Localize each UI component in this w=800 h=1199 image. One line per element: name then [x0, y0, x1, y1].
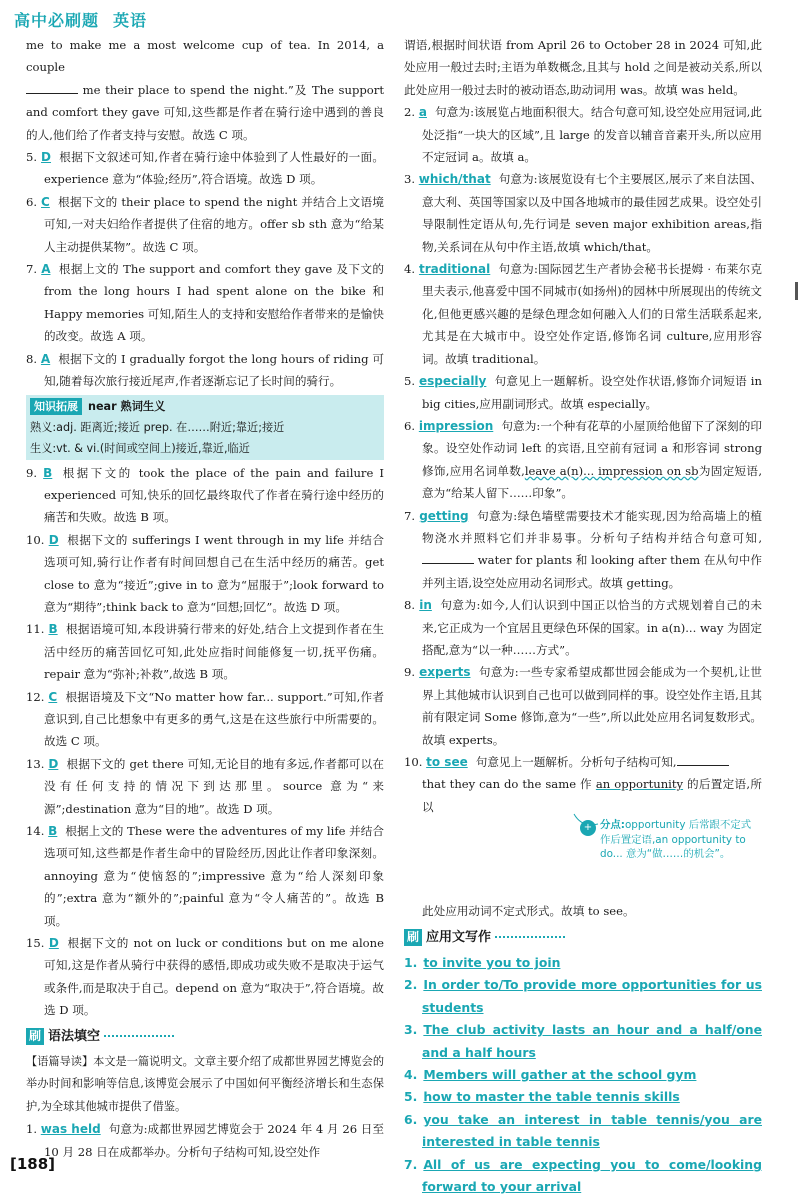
answer-list	[404, 594, 762, 751]
answer-item: 6. impression 句意为:一个种有花草的小屋顶给他留下了深刻的印象。设空处作动词 left 的宾语,且空前有冠词 a 和形容词 strong 修饰,应用名词单数,leave a(n)... impression on sb为固定短语,意为“给某人留下……印象”。	[404, 418, 763, 501]
writing-answer-list	[404, 952, 762, 1198]
item-number: 9.	[404, 665, 416, 680]
answer-key: A	[41, 262, 51, 277]
answer-key: was held	[40, 1122, 101, 1137]
continuation-text: 此处应用动词不定式形式。故填 to see。	[422, 904, 635, 919]
page-header	[14, 8, 147, 31]
item-number: 2.	[404, 105, 416, 120]
writing-answer	[404, 1154, 762, 1199]
answer-key: D	[48, 756, 59, 771]
writing-answer-text: you take an interest in table tennis/you are interested in table tennis	[422, 1111, 762, 1150]
explanation-text: 句意为:一些专家希望成都世园会能成为一个契机,让世界上其他城市认识到自己也可以做到同样的事。设空处作主语,且其前有限定词 Some 修饰,意为“一些”,所以此处应用名词复数形式。故填 experts。	[422, 665, 763, 747]
item-number: 6.	[26, 194, 38, 209]
answer-item	[404, 168, 762, 258]
answer-key: getting	[419, 508, 469, 523]
item-number: 2.	[404, 977, 418, 993]
writing-answer-text: All of us are expecting you to come/looking forward to your arrival	[422, 1156, 762, 1195]
writing-answer	[404, 1109, 762, 1154]
explanation-text: 根据下文的 sufferings I went through in my life 并结合选项可知,骑行让作者有时间回想自己在生活中经历的痛苦。get close to 意为“接近”;give in to 意为“屈服于”;look forward to 意为“期待”;think back to 意为“回想;回忆”。故选 D 项。	[44, 532, 384, 614]
answer-key: a	[418, 105, 427, 120]
answer-item	[26, 820, 384, 932]
answer-item	[26, 529, 384, 619]
item-number: 5.	[404, 374, 416, 389]
book-title: 高中必刷题	[14, 11, 100, 30]
item-number: 13.	[26, 756, 45, 771]
answer-key: B	[48, 622, 58, 637]
explanation-text: 句意为:国际园艺生产者协会秘书长提姆 · 布莱尔克里夫表示,他喜爱中国不同城市(如扬州)的园林中所展现出的传统文化,但他更感兴趣的是绿色理念如何融入人们的日常生活联系起来,尤其是在大城市中。设空处作定语,修饰名词 culture,应用形容词。故填 traditional。	[422, 262, 762, 366]
right-column	[404, 34, 762, 1199]
item-number: 7.	[26, 262, 38, 277]
writing-answer-text: In order to/To provide more opportunities for us students	[422, 977, 762, 1015]
answer-key: C	[48, 689, 58, 704]
answer-list	[26, 146, 384, 392]
answer-blank	[422, 551, 474, 564]
explanation-text: 根据语境可知,本段讲骑行带来的好处,结合上文提到作者在生活中经历的痛苦回忆可知,此处应指时间能修复一切,抚平伤痛。repair 意为“弥补;补救”,故选 B 项。	[44, 622, 385, 682]
knowledge-line: 熟义:adj. 距离近;接近 prep. 在……附近;靠近;接近	[30, 420, 285, 434]
item-number: 15.	[26, 936, 45, 951]
answer-item	[26, 258, 384, 348]
item-number: 4.	[404, 1067, 418, 1083]
answer-blank	[26, 81, 78, 94]
edge-mark	[795, 282, 798, 300]
answer-item: 1. was held 句意为:成都世界园艺博览会于 2024 年 4 月 26 日至 10 月 28 日在成都举办。分析句子结构可知,设空处作	[26, 1122, 385, 1159]
explanation-text: 句意见上一题解析。设空处作状语,修饰介词短语 in big cities,应用副词形式。故填 especially。	[422, 374, 762, 411]
item-number: 5.	[404, 1089, 418, 1105]
answer-item	[26, 753, 384, 820]
item-number: 1.	[404, 955, 418, 971]
subject-label: 英语	[113, 11, 148, 30]
item-number: 3.	[404, 1022, 418, 1038]
answer-key: impression	[418, 418, 494, 433]
explanation-text: 句意为:如今,人们认识到中国正以恰当的方式规划着自己的未来,它正成为一个宜居且更绿色环保的国家。in a(n)... way 为固定搭配,意为“以一种……方式”。	[422, 598, 763, 657]
explanation-text: 句意为:该展览占地面积很大。结合句意可知,设空处应用冠词,此处泛指“一块大的区域”,且 large 的发音以辅音音素开头,所以应用不定冠词 a。故填 a。	[422, 105, 763, 165]
passage-intro: 【语篇导读】本文是一篇说明文。文章主要介绍了成都世界园艺博览会的举办时间和影响等信息,该博览会展示了中国如何平衡经济增长和生态保护,为全球其他城市提供了借鉴。	[26, 1055, 385, 1113]
answer-item	[26, 618, 384, 685]
answer-key: D	[48, 532, 59, 547]
continuation-text: 谓语,根据时间状语 from April 26 to October 28 in 2024 可知,此处应用一般过去时;主语为单数概念,且其与 hold 之间是被动关系,所以此处应用一般过去时的被动语态,助动词用 was。故填 was held。	[404, 38, 762, 97]
answer-item	[26, 932, 384, 1022]
answer-item: 7. getting 句意为:绿色墙壁需要技术才能实现,因为给高墙上的植物浇水并照料它们并非易事。分析句子结构并结合句意可知, water for plants 和 looking after them 在从句中作并列主语,设空处应用动名词形式。故填 getting。	[404, 508, 763, 590]
item-number: 5.	[26, 150, 38, 165]
writing-answer-text: Members will gather at the school gym	[423, 1067, 697, 1083]
note-text: 分点:opportunity 后常跟不定式作后置定语,an opportunity to do... 意为“做……的机会”。	[600, 819, 752, 861]
explanation-text: 根据下文的 get there 可知,无论目的地有多远,作者都可以在没有任何支持的情况下到达那里。source 意为“来源”;destination 意为“目的地”。故选 D 项。	[44, 756, 385, 816]
answer-item	[26, 686, 384, 753]
explanation-text: 根据下文叙述可知,作者在骑行途中体验到了人性最好的一面。experience 意为“体验;经历”,符合语境。故选 D 项。	[44, 150, 385, 187]
knowledge-tag: 知识拓展	[30, 398, 82, 415]
writing-answer-text: how to master the table tennis skills	[423, 1089, 680, 1105]
page-number: [188]	[10, 1155, 56, 1173]
answer-key: B	[43, 465, 53, 480]
note-badge-icon: +	[580, 820, 596, 836]
item-number: 8.	[404, 598, 416, 613]
writing-answer	[404, 952, 762, 974]
answer-key: traditional	[418, 262, 491, 277]
answer-item: 10. to see 句意见上一题解析。分析句子结构可知, that they can do the same 作 an opportunity 的后置定语,所以	[404, 755, 762, 814]
answer-item	[404, 370, 762, 415]
explanation-text: 根据语境及下文“No matter how far... support.”可知,作者意识到,自己比想象中有更多的勇气,这是在这些旅行中所需要的。故选 C 项。	[44, 689, 384, 749]
knowledge-title: near 熟词生义	[88, 399, 166, 413]
answer-item	[404, 101, 762, 168]
item-number: 6.	[404, 1111, 418, 1127]
answer-item	[404, 661, 762, 751]
writing-answer	[404, 1019, 762, 1064]
item-number: 8.	[26, 351, 38, 366]
explanation-text: 根据下文的 I gradually forgot the long hours of riding 可知,随着每次旅行接近尾声,作者逐渐忘记了长时间的骑行。	[44, 351, 384, 389]
answer-key: especially	[418, 374, 487, 389]
answer-key: experts	[419, 665, 471, 680]
explanation-text: 根据上文的 The support and comfort they gave 及下文的 from the long hours I had spent alone on the bike 和 Happy memories 可知,陌生人的支持和安慰给作者带来的是愉快的改变。故选 A 项。	[44, 262, 385, 344]
item-number: 11.	[26, 622, 45, 637]
answer-item	[26, 462, 384, 529]
answer-key: A	[40, 351, 51, 366]
knowledge-box	[26, 395, 384, 460]
knowledge-line: 生义:vt. & vi.(时间或空间上)接近,靠近,临近	[30, 441, 250, 455]
explanation-text: 根据下文的 their place to spend the night 并结合上文语境可知,一对夫妇给作者提供了住宿的地方。offer sb sth 意为“给某人主动提供某物”。故选 C 项。	[44, 194, 385, 254]
left-column	[26, 34, 384, 1163]
answer-key: C	[41, 194, 50, 209]
explanation-text: 根据下文的 not on luck or conditions but on me alone 可知,这是作者从骑行中获得的感悟,即成功或失败不是取决于运气或条件,而是取决于自己。depend on 意为“取决于”,符合语境。故选 D 项。	[44, 936, 384, 1018]
highlighted-phrase: leave a(n)... impression on sb	[524, 463, 699, 478]
explanation-text: 根据下文的 took the place of the pain and failure I experienced 可知,快乐的回忆最终取代了作者在骑行途中经历的痛苦和失败。故选 B 项。	[44, 465, 384, 525]
explanation-text: 根据上文的 These were the adventures of my life 并结合选项可知,这些都是作者生命中的冒险经历,因此让作者印象深刻。annoying 意为“使恼怒的”;impressive 意为“给人深刻印象的”;extra 意为“额外的”;painful 意为“令人痛苦的”。故选 B 项。	[44, 824, 385, 928]
answer-key: which/that	[418, 172, 491, 187]
answer-list	[26, 462, 384, 1022]
item-number: 14.	[26, 824, 45, 838]
writing-answer	[404, 1086, 762, 1108]
section-heading-writing: 刷 应用文写作	[404, 927, 762, 949]
writing-answer-text: The club activity lasts an hour and a half/one and a half hours	[422, 1022, 762, 1060]
answer-list	[404, 101, 762, 415]
item-number: 4.	[404, 262, 416, 277]
answer-item	[26, 191, 384, 258]
item-number: 12.	[26, 689, 45, 704]
section-heading-grammar: 刷 语法填空	[26, 1026, 384, 1048]
continuation-text: me to make me a most welcome cup of tea. In 2014, a couple me their place to spend the night.”及 The support and comfort they gave 可知,这些都是作者在骑行途中遇到的善良的人,他们给了作者支持与安慰。故选 C 项。	[26, 38, 385, 142]
writing-answer	[404, 1064, 762, 1086]
answer-key: B	[48, 824, 58, 838]
answer-blank	[677, 753, 729, 766]
answer-key: in	[419, 598, 432, 613]
answer-key: D	[41, 150, 52, 165]
writing-answer-text: to invite you to join	[423, 955, 561, 971]
answer-item	[26, 348, 384, 393]
explanation-text: 句意为:该展览设有七个主要展区,展示了来自法国、意大利、英国等国家以及中国各地城市的最佳园艺成果。设空处引导限制性定语从句,先行词是 seven major exhibition areas,指物,关系词在从句中作主语,故填 which/that。	[422, 172, 763, 254]
item-number: 10.	[26, 532, 45, 547]
answer-item	[26, 146, 384, 191]
highlighted-phrase: an opportunity	[595, 777, 684, 792]
side-note	[404, 818, 762, 900]
item-number: 3.	[404, 172, 416, 187]
item-number: 7.	[404, 1156, 418, 1172]
item-number: 9.	[26, 465, 38, 480]
writing-answer	[404, 974, 762, 1019]
answer-key: D	[48, 936, 59, 951]
answer-item	[404, 594, 762, 661]
answer-item	[404, 258, 762, 370]
answer-key: to see	[426, 755, 468, 769]
